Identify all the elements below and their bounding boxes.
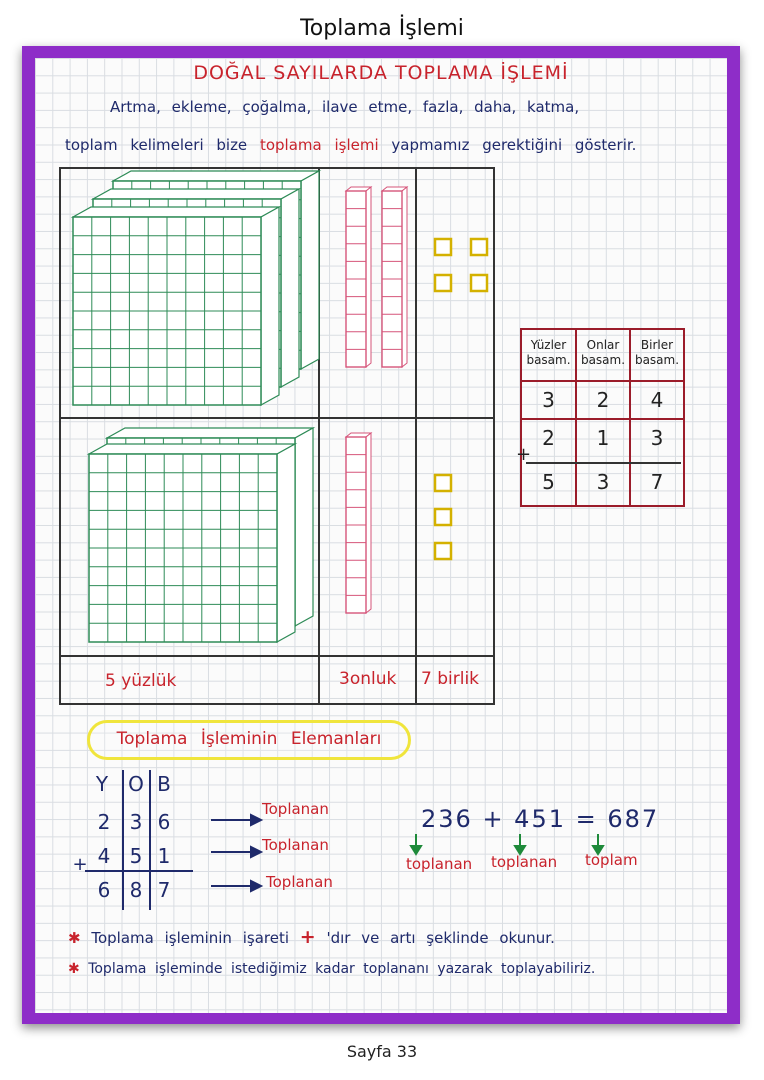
arrow-right-icon — [251, 847, 261, 857]
asterisk-icon: ✱ — [68, 961, 80, 977]
hundred-flat — [73, 207, 279, 405]
header-b: B — [157, 772, 171, 796]
result-cell: 6 — [97, 878, 111, 902]
note-1 — [68, 926, 555, 948]
result-cell: 5 — [542, 470, 555, 494]
yob-addition-table — [72, 766, 205, 916]
ones-label: 7 birlik — [421, 669, 480, 689]
header-tens — [577, 338, 629, 368]
equation-label: toplanan — [491, 853, 558, 871]
arrow-down-icon — [411, 846, 421, 854]
plus-symbol: + — [299, 926, 316, 948]
one-cube — [435, 475, 451, 491]
table-cell: 2 — [97, 810, 111, 834]
row-divider — [522, 380, 683, 382]
ten-rod — [346, 433, 371, 613]
sum-line — [85, 870, 193, 872]
equation-label: toplanan — [406, 855, 473, 873]
ten-rod — [346, 187, 371, 367]
one-cube — [435, 275, 451, 291]
flat-top — [107, 428, 313, 438]
result-cell: 7 — [157, 878, 171, 902]
table-cell: 5 — [129, 844, 143, 868]
flat-side — [261, 207, 279, 405]
sum-line — [526, 462, 681, 464]
ten-rod — [382, 187, 407, 367]
one-cube — [471, 239, 487, 255]
table-cell: 4 — [97, 844, 111, 868]
table-cell: 6 — [157, 810, 171, 834]
tens-label: 3onluk — [339, 669, 397, 689]
rod-side — [402, 187, 407, 367]
note-2-text: Toplama işleminde istediğimiz kadar toplananı yazarak toplayabiliriz. — [88, 961, 596, 977]
addition-equation: 236 + 451 = 687 — [421, 805, 660, 833]
flat-side — [277, 444, 295, 642]
header-line: Yüzler — [530, 338, 567, 352]
addend-label: Toplanan — [262, 800, 329, 818]
table-cell: 3 — [129, 810, 143, 834]
flat-top — [113, 171, 319, 181]
intro-line-2 — [65, 136, 636, 154]
header-line: basam. — [634, 353, 680, 367]
intro-line-2-end: yapmamız gerektiğini gösterir. — [391, 136, 637, 154]
result-cell: 8 — [129, 878, 143, 902]
base-ten-blocks-drawing — [61, 169, 493, 703]
plus-sign: + — [72, 854, 88, 875]
sum-label: Toplanan — [266, 873, 333, 891]
flat-side — [295, 428, 313, 626]
header-ones — [631, 338, 683, 368]
header-hundreds — [522, 338, 575, 368]
elements-title-badge — [87, 720, 411, 760]
note-1-text-a: Toplama işleminin işareti — [91, 929, 289, 947]
flat-top — [93, 189, 299, 199]
header-line: basam. — [526, 353, 571, 367]
table-cell: 3 — [650, 426, 664, 450]
page-title: Toplama İşlemi — [300, 16, 464, 41]
one-cube — [435, 509, 451, 525]
rod-side — [366, 187, 371, 367]
note-1-text-b: 'dır ve artı şeklinde okunur. — [326, 929, 555, 947]
equation-label: toplam — [585, 851, 638, 869]
table-cell: 1 — [596, 426, 610, 450]
table-cell: 2 — [596, 388, 610, 412]
result-cell: 3 — [596, 470, 610, 494]
header-line: basam. — [580, 353, 626, 367]
flat-side — [281, 189, 299, 387]
header-y: Y — [95, 772, 109, 796]
hundred-flat — [89, 444, 295, 642]
worksheet-heading: DOĞAL SAYILARDA TOPLAMA İŞLEMİ — [193, 62, 569, 84]
rod-side — [366, 433, 371, 613]
table-cell: 4 — [650, 388, 664, 412]
header-o: O — [128, 772, 144, 796]
header-line: Onlar — [586, 338, 620, 352]
table-cell: 3 — [542, 388, 555, 412]
table-cell: 2 — [542, 426, 555, 450]
header-line: Birler — [640, 338, 674, 352]
table-cell: 1 — [157, 844, 171, 868]
addend-label: Toplanan — [262, 836, 329, 854]
page-number: Sayfa 33 — [346, 1042, 418, 1061]
arrow-right-icon — [251, 881, 261, 891]
result-cell: 7 — [650, 470, 664, 494]
note-2 — [68, 961, 595, 977]
arrow-right-icon — [251, 815, 261, 825]
one-cube — [435, 239, 451, 255]
row-divider — [522, 418, 683, 420]
plus-sign: + — [516, 444, 532, 465]
one-cube — [471, 275, 487, 291]
base-ten-blocks-table — [59, 167, 495, 705]
arrows-group — [205, 800, 265, 900]
intro-line-2-start: toplam kelimeleri bize — [65, 136, 248, 154]
flat-side — [301, 171, 319, 369]
one-cube — [435, 543, 451, 559]
flat-top — [73, 207, 279, 217]
place-value-table — [516, 328, 685, 507]
intro-highlight: toplama işlemi — [259, 136, 379, 154]
flat-top — [89, 444, 295, 454]
elements-title: Toplama İşleminin Elemanları — [116, 729, 382, 749]
intro-line-1: Artma, ekleme, çoğalma, ilave etme, fazla, daha, katma, — [110, 98, 580, 116]
hundreds-label: 5 yüzlük — [105, 671, 177, 691]
asterisk-icon: ✱ — [68, 929, 81, 947]
